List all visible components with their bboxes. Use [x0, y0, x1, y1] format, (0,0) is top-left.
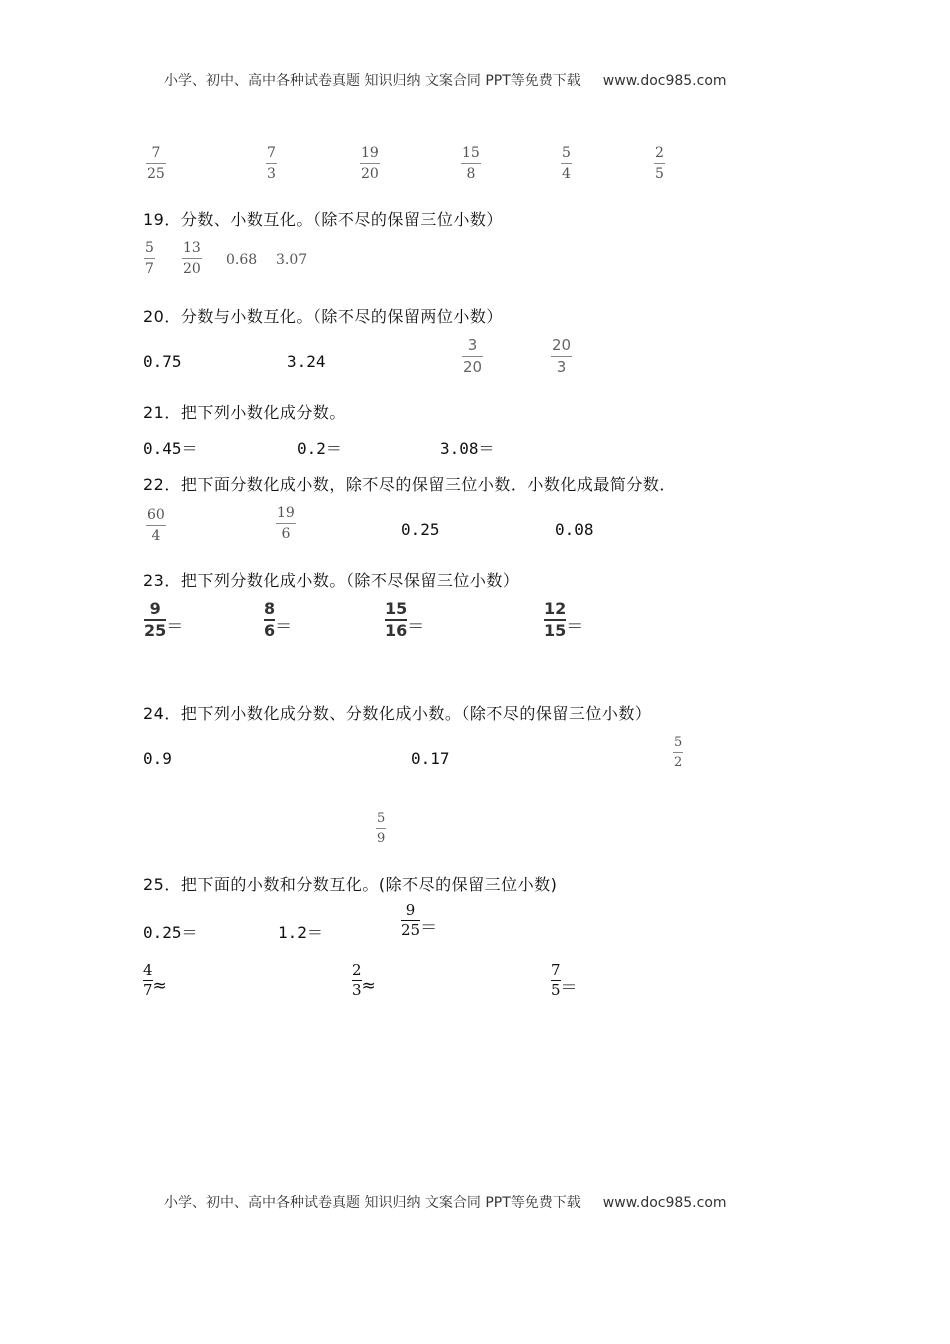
answer-item: 0.45＝	[143, 439, 198, 458]
decimal-value: 0.17	[411, 749, 450, 768]
fraction: 7 3	[267, 145, 276, 182]
decimal-value: 3.24	[287, 352, 326, 371]
fraction-item: 4 7 ≈	[143, 961, 167, 999]
fraction: 7 25	[147, 145, 165, 182]
decimal-value: 0.75	[143, 352, 182, 371]
decimal-value: 0.25	[401, 520, 440, 539]
answer-item: 0.2＝	[297, 439, 342, 458]
answer-item: 3.08＝	[440, 439, 495, 458]
fraction: 2 3	[352, 961, 362, 999]
fraction: 5 2	[674, 735, 683, 770]
question-24-title: 24．把下列小数化成分数、分数化成小数。（除不尽的保留三位小数）	[143, 704, 652, 723]
fraction-item: 12 15 ＝	[544, 599, 584, 640]
answer-item: 1.2＝	[278, 923, 323, 942]
fraction: 3 20	[463, 336, 483, 376]
page-header	[164, 70, 727, 90]
footer-url[interactable]: www.doc985.com	[602, 1195, 727, 1211]
fraction: 60 4	[147, 507, 165, 544]
fraction: 15 8	[462, 145, 480, 182]
fraction: 8 6	[264, 599, 276, 640]
question-23-title: 23．把下列分数化成小数。（除不尽保留三位小数）	[143, 571, 520, 590]
question-22-title: 22．把下面分数化成小数，除不尽的保留三位小数．小数化成最简分数．	[143, 475, 676, 494]
question-19-title: 19．分数、小数互化。（除不尽的保留三位小数）	[143, 210, 503, 229]
decimal-value: 0.68	[226, 252, 258, 268]
question-25-title: 25．把下面的小数和分数互化。(除不尽的保留三位小数)	[143, 875, 558, 894]
fraction: 19 20	[361, 145, 379, 182]
fraction: 2 5	[655, 145, 664, 182]
question-20-title: 20．分数与小数互化。（除不尽的保留两位小数）	[143, 307, 503, 326]
fraction: 20 3	[552, 336, 572, 376]
fraction: 12 15	[544, 599, 567, 640]
fraction-item: 15 16 ＝	[385, 599, 425, 640]
fraction: 9 25	[401, 901, 421, 939]
fraction-item: 2 3 ≈	[352, 961, 376, 999]
fraction-item: 8 6 ＝	[264, 599, 293, 640]
fraction: 19 6	[277, 505, 295, 542]
decimal-value: 3.07	[276, 252, 308, 268]
header-url[interactable]: www.doc985.com	[602, 73, 727, 89]
fraction: 7 5	[551, 961, 561, 999]
fraction: 5 7	[145, 240, 154, 277]
fraction: 4 7	[143, 961, 153, 999]
decimal-value: 0.9	[143, 749, 172, 768]
decimal-value: 0.08	[555, 520, 594, 539]
header-text: 小学、初中、高中各种试卷真题 知识归纳 文案合同 PPT等免费下载	[164, 73, 581, 89]
fraction-item: 9 25 ＝	[144, 599, 184, 640]
fraction: 15 16	[385, 599, 408, 640]
fraction-item: 7 5 ＝	[551, 961, 578, 999]
question-21-title: 21．把下列小数化成分数。	[143, 403, 346, 422]
answer-item: 0.25＝	[143, 923, 198, 942]
footer-text: 小学、初中、高中各种试卷真题 知识归纳 文案合同 PPT等免费下载	[164, 1195, 581, 1211]
fraction: 9 25	[144, 599, 167, 640]
fraction: 5 4	[562, 145, 571, 182]
fraction: 13 20	[183, 240, 201, 277]
fraction: 5 9	[377, 811, 386, 846]
fraction-item: 9 25 ＝	[401, 901, 438, 939]
page-footer	[164, 1192, 727, 1212]
